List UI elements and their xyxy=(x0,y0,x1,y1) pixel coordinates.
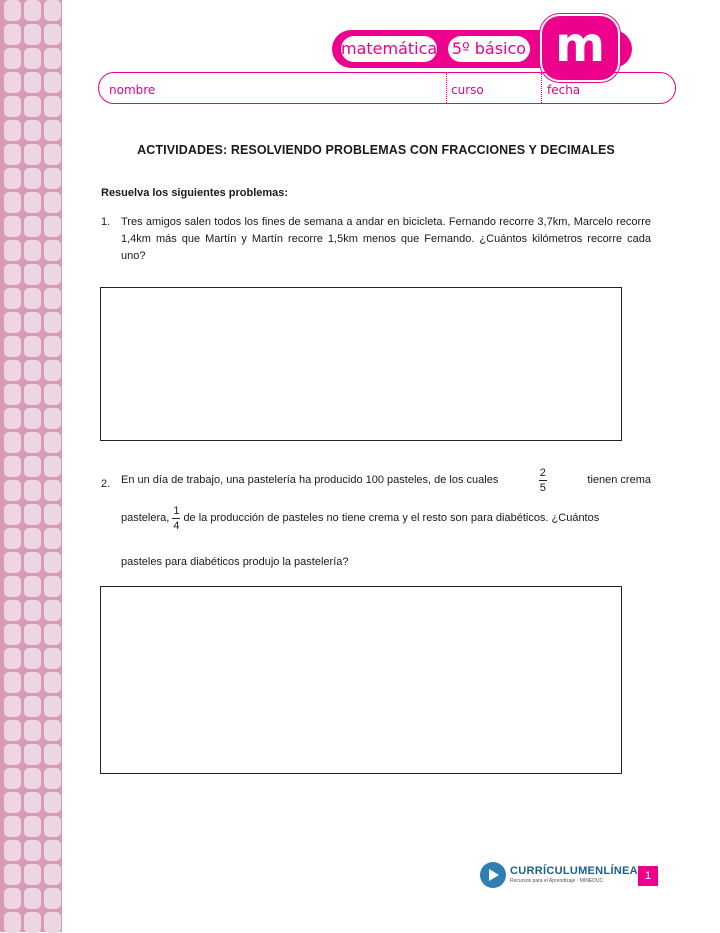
pattern-tile xyxy=(24,216,41,237)
pattern-tile xyxy=(4,240,21,261)
instructions: Resuelva los siguientes problemas: xyxy=(101,187,289,199)
pattern-tile xyxy=(24,576,41,597)
pattern-tile xyxy=(44,624,61,645)
pattern-tile xyxy=(44,360,61,381)
pattern-tile xyxy=(24,168,41,189)
pattern-tile xyxy=(24,144,41,165)
pattern-tile xyxy=(24,384,41,405)
pattern-tile xyxy=(24,120,41,141)
pattern-tile xyxy=(24,240,41,261)
pattern-tile xyxy=(24,72,41,93)
pattern-tile xyxy=(44,840,61,861)
pattern-tile xyxy=(4,408,21,429)
pattern-tile xyxy=(24,408,41,429)
pattern-tile xyxy=(4,840,21,861)
pattern-tile xyxy=(44,72,61,93)
pattern-tile xyxy=(24,456,41,477)
pattern-tile xyxy=(44,576,61,597)
pattern-tile xyxy=(24,96,41,117)
pattern-tile xyxy=(24,696,41,717)
pattern-tile xyxy=(44,480,61,501)
pattern-tile xyxy=(24,816,41,837)
pattern-tile xyxy=(44,792,61,813)
pattern-tile xyxy=(24,528,41,549)
grade-label: 5º básico xyxy=(448,36,530,62)
pattern-tile xyxy=(4,48,21,69)
pattern-tile xyxy=(24,24,41,45)
pattern-tile xyxy=(4,432,21,453)
pattern-tile xyxy=(4,648,21,669)
brand-name: CURRÍCULUMENLÍNEA xyxy=(510,865,638,877)
pattern-tile xyxy=(4,600,21,621)
divider xyxy=(541,73,542,103)
pattern-tile xyxy=(44,864,61,885)
pattern-tile xyxy=(4,24,21,45)
pattern-tile xyxy=(24,552,41,573)
pattern-tile xyxy=(24,432,41,453)
problem-line xyxy=(121,504,651,533)
pattern-tile xyxy=(4,696,21,717)
problem-number: 1. xyxy=(101,216,111,228)
pattern-tile xyxy=(4,888,21,909)
pattern-tile xyxy=(4,912,21,933)
pattern-tile xyxy=(4,336,21,357)
pattern-tile xyxy=(44,96,61,117)
pattern-tile xyxy=(4,96,21,117)
pattern-tile xyxy=(24,888,41,909)
fraction-numerator: 2 xyxy=(539,467,546,479)
pattern-tile xyxy=(44,384,61,405)
pattern-tile xyxy=(4,672,21,693)
pattern-tile xyxy=(44,600,61,621)
pattern-tile xyxy=(44,912,61,933)
pattern-tile xyxy=(44,696,61,717)
subject-label: matemática xyxy=(341,36,437,62)
pattern-tile xyxy=(44,144,61,165)
pattern-tile xyxy=(44,720,61,741)
pattern-tile xyxy=(24,288,41,309)
fraction-denominator: 5 xyxy=(539,482,546,494)
pattern-tile xyxy=(24,48,41,69)
pattern-tile xyxy=(44,528,61,549)
pattern-tile xyxy=(24,600,41,621)
fraction-denominator: 4 xyxy=(173,520,180,532)
pattern-tile xyxy=(44,264,61,285)
problem-2 xyxy=(101,466,651,576)
pattern-tile xyxy=(44,672,61,693)
pattern-tile xyxy=(4,192,21,213)
pattern-tile xyxy=(24,864,41,885)
problem-text: de la producción de pasteles no tiene crema y el resto son para diabéticos. ¿Cuántos xyxy=(183,512,600,524)
fraction-numerator: 1 xyxy=(173,505,180,517)
pattern-tile xyxy=(4,576,21,597)
pattern-tile xyxy=(44,312,61,333)
problem-1 xyxy=(101,214,651,265)
pattern-tile xyxy=(44,504,61,525)
pattern-tile xyxy=(24,720,41,741)
pattern-tile xyxy=(44,768,61,789)
answer-box-2[interactable] xyxy=(100,586,622,774)
pattern-tile xyxy=(24,744,41,765)
pattern-tile xyxy=(24,264,41,285)
pattern-tile xyxy=(4,264,21,285)
pattern-tile xyxy=(44,192,61,213)
pattern-tile xyxy=(4,480,21,501)
pattern-tile xyxy=(44,888,61,909)
pattern-tile xyxy=(44,456,61,477)
pattern-tile xyxy=(4,456,21,477)
pattern-tile xyxy=(4,168,21,189)
pattern-tile xyxy=(4,144,21,165)
pattern-tile xyxy=(44,408,61,429)
decorative-side-strip xyxy=(0,0,62,932)
date-field-label: fecha xyxy=(547,83,581,97)
pattern-tile xyxy=(24,912,41,933)
pattern-tile xyxy=(44,0,61,21)
side-pattern xyxy=(4,0,62,932)
problem-text: tienen crema xyxy=(587,474,651,486)
problem-text: pasteles para diabéticos produjo la pastelería? xyxy=(121,556,349,568)
pattern-tile xyxy=(4,120,21,141)
pattern-tile xyxy=(24,0,41,21)
pattern-tile xyxy=(4,792,21,813)
pattern-tile xyxy=(44,648,61,669)
page-number: 1 xyxy=(638,866,658,886)
brand-tagline: Recursos para el Aprendizaje · MINEDUC xyxy=(510,878,604,884)
play-icon xyxy=(480,862,506,888)
pattern-tile xyxy=(24,792,41,813)
pattern-tile xyxy=(4,552,21,573)
pattern-tile xyxy=(4,312,21,333)
pattern-tile xyxy=(24,648,41,669)
pattern-tile xyxy=(4,72,21,93)
course-field-label: curso xyxy=(451,83,484,97)
fraction-one-quarter xyxy=(172,504,180,533)
pattern-tile xyxy=(24,624,41,645)
pattern-tile xyxy=(4,768,21,789)
pattern-tile xyxy=(44,744,61,765)
pattern-tile xyxy=(44,816,61,837)
pattern-tile xyxy=(24,840,41,861)
name-field-label: nombre xyxy=(109,83,156,97)
pattern-tile xyxy=(4,816,21,837)
pattern-tile xyxy=(44,120,61,141)
problem-number: 2. xyxy=(101,478,111,490)
pattern-tile xyxy=(24,768,41,789)
pattern-tile xyxy=(4,504,21,525)
pattern-tile xyxy=(4,720,21,741)
answer-box-1[interactable] xyxy=(100,287,622,441)
pattern-tile xyxy=(4,528,21,549)
fraction-two-fifths xyxy=(539,466,547,495)
pattern-tile xyxy=(4,288,21,309)
pattern-tile xyxy=(4,216,21,237)
pattern-tile xyxy=(44,168,61,189)
pattern-tile xyxy=(24,360,41,381)
page-title: ACTIVIDADES: RESOLVIENDO PROBLEMAS CON FRACCIONES Y DECIMALES xyxy=(137,143,615,157)
pattern-tile xyxy=(44,24,61,45)
pattern-tile xyxy=(24,480,41,501)
pattern-tile xyxy=(24,336,41,357)
student-info-row xyxy=(98,72,676,104)
pattern-tile xyxy=(4,624,21,645)
pattern-tile xyxy=(44,48,61,69)
pattern-tile xyxy=(44,288,61,309)
pattern-tile xyxy=(4,384,21,405)
problem-text: pastelera, xyxy=(121,512,170,524)
pattern-tile xyxy=(44,216,61,237)
problem-text: Tres amigos salen todos los fines de semana a andar en bicicleta. Fernando recorre 3,7km, Marcelo recorre 1,4km más que Martín y Martín recorre 1,5km menos que Fernando. ¿Cuántos kilómetros recorre cada uno? xyxy=(121,216,651,262)
pattern-tile xyxy=(44,240,61,261)
pattern-tile xyxy=(44,552,61,573)
problem-text: En un día de trabajo, una pastelería ha producido 100 pasteles, de los cuales xyxy=(121,474,499,486)
pattern-tile xyxy=(24,672,41,693)
problem-line xyxy=(121,466,651,495)
pattern-tile xyxy=(4,864,21,885)
pattern-tile xyxy=(44,432,61,453)
pattern-tile xyxy=(24,504,41,525)
pattern-tile xyxy=(44,336,61,357)
pattern-tile xyxy=(24,312,41,333)
subject-logo: m xyxy=(540,14,620,82)
divider xyxy=(446,73,447,103)
pattern-tile xyxy=(4,744,21,765)
pattern-tile xyxy=(4,0,21,21)
pattern-tile xyxy=(4,360,21,381)
pattern-tile xyxy=(24,192,41,213)
